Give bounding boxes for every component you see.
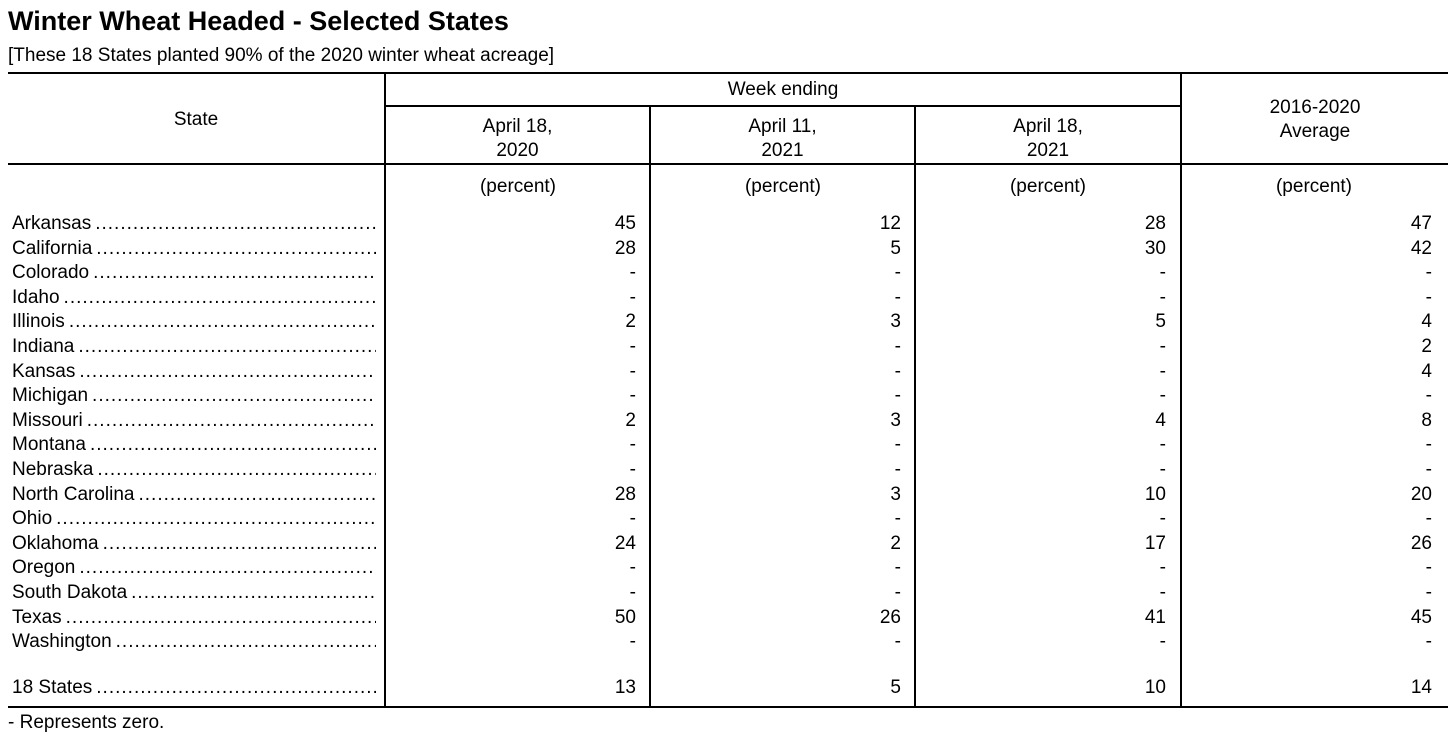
value-cell: - bbox=[629, 582, 636, 603]
value-cell: 28 bbox=[614, 483, 636, 505]
value-cell: - bbox=[1159, 385, 1166, 407]
state-name: Michigan bbox=[12, 385, 89, 407]
value-cell: 41 bbox=[1144, 606, 1166, 628]
page-subtitle: [These 18 States planted 90% of the 2020 winter wheat acreage] bbox=[8, 45, 555, 66]
value-cell: 2 bbox=[625, 409, 636, 431]
value-cell: 20 bbox=[1410, 483, 1432, 505]
value-cell: - bbox=[894, 459, 901, 480]
value-cell: 2 bbox=[625, 311, 636, 333]
state-stub bbox=[12, 556, 376, 580]
table-row bbox=[8, 335, 1448, 359]
dot-leader bbox=[90, 433, 376, 457]
value-cell: 5 bbox=[1155, 311, 1166, 333]
dot-leader bbox=[56, 507, 376, 531]
value-cell: 2 bbox=[1421, 336, 1432, 357]
dot-leader bbox=[97, 458, 376, 482]
state-name: Indiana bbox=[12, 336, 75, 357]
dot-leader bbox=[69, 310, 376, 334]
value-cell: - bbox=[894, 262, 901, 284]
table-row bbox=[8, 532, 1448, 556]
col-header-april-11-2021 bbox=[651, 115, 914, 163]
value-cell: 5 bbox=[890, 237, 901, 259]
value-cell: 17 bbox=[1144, 532, 1166, 554]
state-name: Oklahoma bbox=[12, 532, 99, 554]
state-name: Oregon bbox=[12, 557, 76, 579]
value-cell: 10 bbox=[1144, 483, 1166, 505]
state-name: Montana bbox=[12, 434, 86, 456]
value-cell: - bbox=[629, 459, 636, 480]
total-row bbox=[8, 676, 1448, 700]
state-name: Kansas bbox=[12, 360, 76, 382]
state-stub bbox=[12, 458, 376, 482]
state-stub bbox=[12, 630, 376, 654]
dot-leader bbox=[79, 360, 376, 384]
state-name: Illinois bbox=[12, 311, 65, 333]
col-header-line: April 18, bbox=[482, 116, 553, 137]
state-stub bbox=[12, 676, 376, 700]
dot-leader bbox=[79, 556, 376, 580]
dot-leader bbox=[87, 409, 376, 433]
value-cell: - bbox=[629, 557, 636, 579]
col-header-line: 2016-2020 bbox=[1269, 97, 1361, 118]
value-cell: - bbox=[894, 582, 901, 603]
state-name: Arkansas bbox=[12, 213, 92, 234]
state-name: Colorado bbox=[12, 262, 90, 284]
value-cell: - bbox=[1159, 459, 1166, 480]
value-cell: - bbox=[1425, 557, 1432, 579]
value-cell: - bbox=[629, 262, 636, 284]
dot-leader bbox=[96, 676, 376, 700]
value-cell: - bbox=[894, 434, 901, 456]
week-ending-header: Week ending bbox=[727, 79, 839, 100]
value-cell: - bbox=[629, 508, 636, 530]
value-cell: 4 bbox=[1421, 311, 1432, 333]
col-header-april-18-2021 bbox=[916, 115, 1180, 163]
col-header-line: April 11, bbox=[748, 116, 817, 137]
value-cell: 14 bbox=[1410, 677, 1432, 698]
state-stub bbox=[12, 286, 376, 310]
col-header-average bbox=[1182, 96, 1448, 144]
value-cell: - bbox=[894, 385, 901, 407]
col-header-line: Average bbox=[1279, 121, 1351, 142]
value-cell: 45 bbox=[1410, 606, 1432, 628]
page-title: Winter Wheat Headed - Selected States bbox=[8, 6, 509, 36]
unit-label: (percent) bbox=[479, 176, 557, 197]
table-row bbox=[8, 606, 1448, 630]
value-cell: 50 bbox=[614, 606, 636, 628]
value-cell: 3 bbox=[890, 409, 901, 431]
value-cell: - bbox=[894, 360, 901, 382]
state-name: Texas bbox=[12, 606, 62, 628]
table-row bbox=[8, 458, 1448, 482]
value-cell: - bbox=[629, 631, 636, 653]
unit-label: (percent) bbox=[1009, 176, 1087, 197]
table-row bbox=[8, 360, 1448, 384]
state-header: State bbox=[173, 109, 219, 130]
table-row bbox=[8, 286, 1448, 310]
state-stub bbox=[12, 384, 376, 408]
table-row bbox=[8, 630, 1448, 654]
value-cell: - bbox=[1425, 385, 1432, 407]
table-row bbox=[8, 556, 1448, 580]
table-row bbox=[8, 261, 1448, 285]
dot-leader bbox=[93, 261, 376, 285]
state-stub bbox=[12, 532, 376, 556]
value-cell: 13 bbox=[614, 677, 636, 698]
value-cell: - bbox=[894, 508, 901, 530]
dot-leader bbox=[78, 335, 376, 359]
value-cell: - bbox=[1425, 631, 1432, 653]
data-table bbox=[8, 72, 1448, 708]
value-cell: 26 bbox=[1410, 532, 1432, 554]
state-name: Idaho bbox=[12, 286, 60, 308]
table-row bbox=[8, 483, 1448, 507]
value-cell: - bbox=[894, 631, 901, 653]
state-stub bbox=[12, 581, 376, 605]
table-row bbox=[8, 310, 1448, 334]
value-cell: - bbox=[1425, 286, 1432, 308]
col-header-line: 2021 bbox=[1026, 140, 1070, 161]
value-cell: 26 bbox=[879, 606, 901, 628]
state-name: North Carolina bbox=[12, 483, 135, 505]
dot-leader bbox=[139, 483, 377, 507]
state-name: 18 States bbox=[12, 677, 93, 698]
col-header-line: 2021 bbox=[761, 140, 804, 161]
value-cell: - bbox=[1159, 360, 1166, 382]
value-cell: 10 bbox=[1144, 677, 1166, 698]
state-name: South Dakota bbox=[12, 582, 128, 603]
state-name: Nebraska bbox=[12, 459, 94, 480]
state-name: Missouri bbox=[12, 409, 83, 431]
value-cell: - bbox=[629, 336, 636, 357]
col-header-april-18-2020 bbox=[386, 115, 649, 163]
value-cell: - bbox=[1425, 459, 1432, 480]
state-stub bbox=[12, 606, 376, 630]
state-stub bbox=[12, 433, 376, 457]
header-bottom-rule bbox=[8, 163, 1448, 165]
state-stub bbox=[12, 507, 376, 531]
dot-leader bbox=[131, 581, 376, 605]
value-cell: - bbox=[629, 360, 636, 382]
value-cell: 28 bbox=[1144, 213, 1166, 234]
state-name: California bbox=[12, 237, 93, 259]
value-cell: - bbox=[629, 385, 636, 407]
dot-leader bbox=[96, 237, 376, 261]
dot-leader bbox=[95, 212, 376, 236]
state-stub bbox=[12, 360, 376, 384]
value-cell: 5 bbox=[890, 677, 901, 698]
table-row bbox=[8, 433, 1448, 457]
value-cell: - bbox=[629, 434, 636, 456]
value-cell: 45 bbox=[614, 213, 636, 234]
value-cell: 3 bbox=[890, 311, 901, 333]
state-stub bbox=[12, 310, 376, 334]
col-header-line: April 18, bbox=[1013, 116, 1083, 137]
state-name: Washington bbox=[12, 631, 112, 653]
state-stub bbox=[12, 237, 376, 261]
unit-label: (percent) bbox=[1275, 176, 1353, 197]
value-cell: 24 bbox=[614, 532, 636, 554]
col-header-line: 2020 bbox=[496, 140, 539, 161]
week-ending-rule bbox=[384, 105, 1182, 107]
value-cell: 8 bbox=[1421, 409, 1432, 431]
table-row bbox=[8, 384, 1448, 408]
value-cell: - bbox=[1159, 262, 1166, 284]
table-row bbox=[8, 507, 1448, 531]
value-cell: - bbox=[1425, 262, 1432, 284]
value-cell: - bbox=[1159, 631, 1166, 653]
value-cell: - bbox=[894, 336, 901, 357]
dot-leader bbox=[116, 630, 376, 654]
value-cell: 4 bbox=[1155, 409, 1166, 431]
table-row bbox=[8, 212, 1448, 236]
value-cell: - bbox=[1159, 286, 1166, 308]
value-cell: - bbox=[1159, 508, 1166, 530]
state-stub bbox=[12, 212, 376, 236]
value-cell: 42 bbox=[1410, 237, 1432, 259]
unit-label: (percent) bbox=[744, 176, 822, 197]
value-cell: 30 bbox=[1144, 237, 1166, 259]
state-stub bbox=[12, 409, 376, 433]
value-cell: - bbox=[1425, 434, 1432, 456]
value-cell: - bbox=[1159, 336, 1166, 357]
value-cell: 3 bbox=[890, 483, 901, 505]
value-cell: 28 bbox=[614, 237, 636, 259]
value-cell: - bbox=[1425, 508, 1432, 530]
dot-leader bbox=[66, 606, 376, 630]
footnote: - Represents zero. bbox=[8, 712, 165, 733]
value-cell: - bbox=[1425, 582, 1432, 603]
value-cell: 2 bbox=[890, 532, 901, 554]
dot-leader bbox=[64, 286, 376, 310]
value-cell: - bbox=[1159, 557, 1166, 579]
value-cell: - bbox=[894, 286, 901, 308]
state-stub bbox=[12, 483, 376, 507]
table-bottom-rule bbox=[8, 706, 1448, 708]
value-cell: - bbox=[629, 286, 636, 308]
dot-leader bbox=[103, 532, 376, 556]
dot-leader bbox=[92, 384, 376, 408]
value-cell: 12 bbox=[879, 213, 901, 234]
value-cell: - bbox=[894, 557, 901, 579]
table-row bbox=[8, 409, 1448, 433]
value-cell: 4 bbox=[1421, 360, 1432, 382]
value-cell: - bbox=[1159, 582, 1166, 603]
state-name: Ohio bbox=[12, 508, 53, 530]
value-cell: 47 bbox=[1410, 213, 1432, 234]
table-top-rule bbox=[8, 72, 1448, 74]
table-row bbox=[8, 581, 1448, 605]
table-row bbox=[8, 237, 1448, 261]
value-cell: - bbox=[1159, 434, 1166, 456]
state-stub bbox=[12, 335, 376, 359]
state-stub bbox=[12, 261, 376, 285]
